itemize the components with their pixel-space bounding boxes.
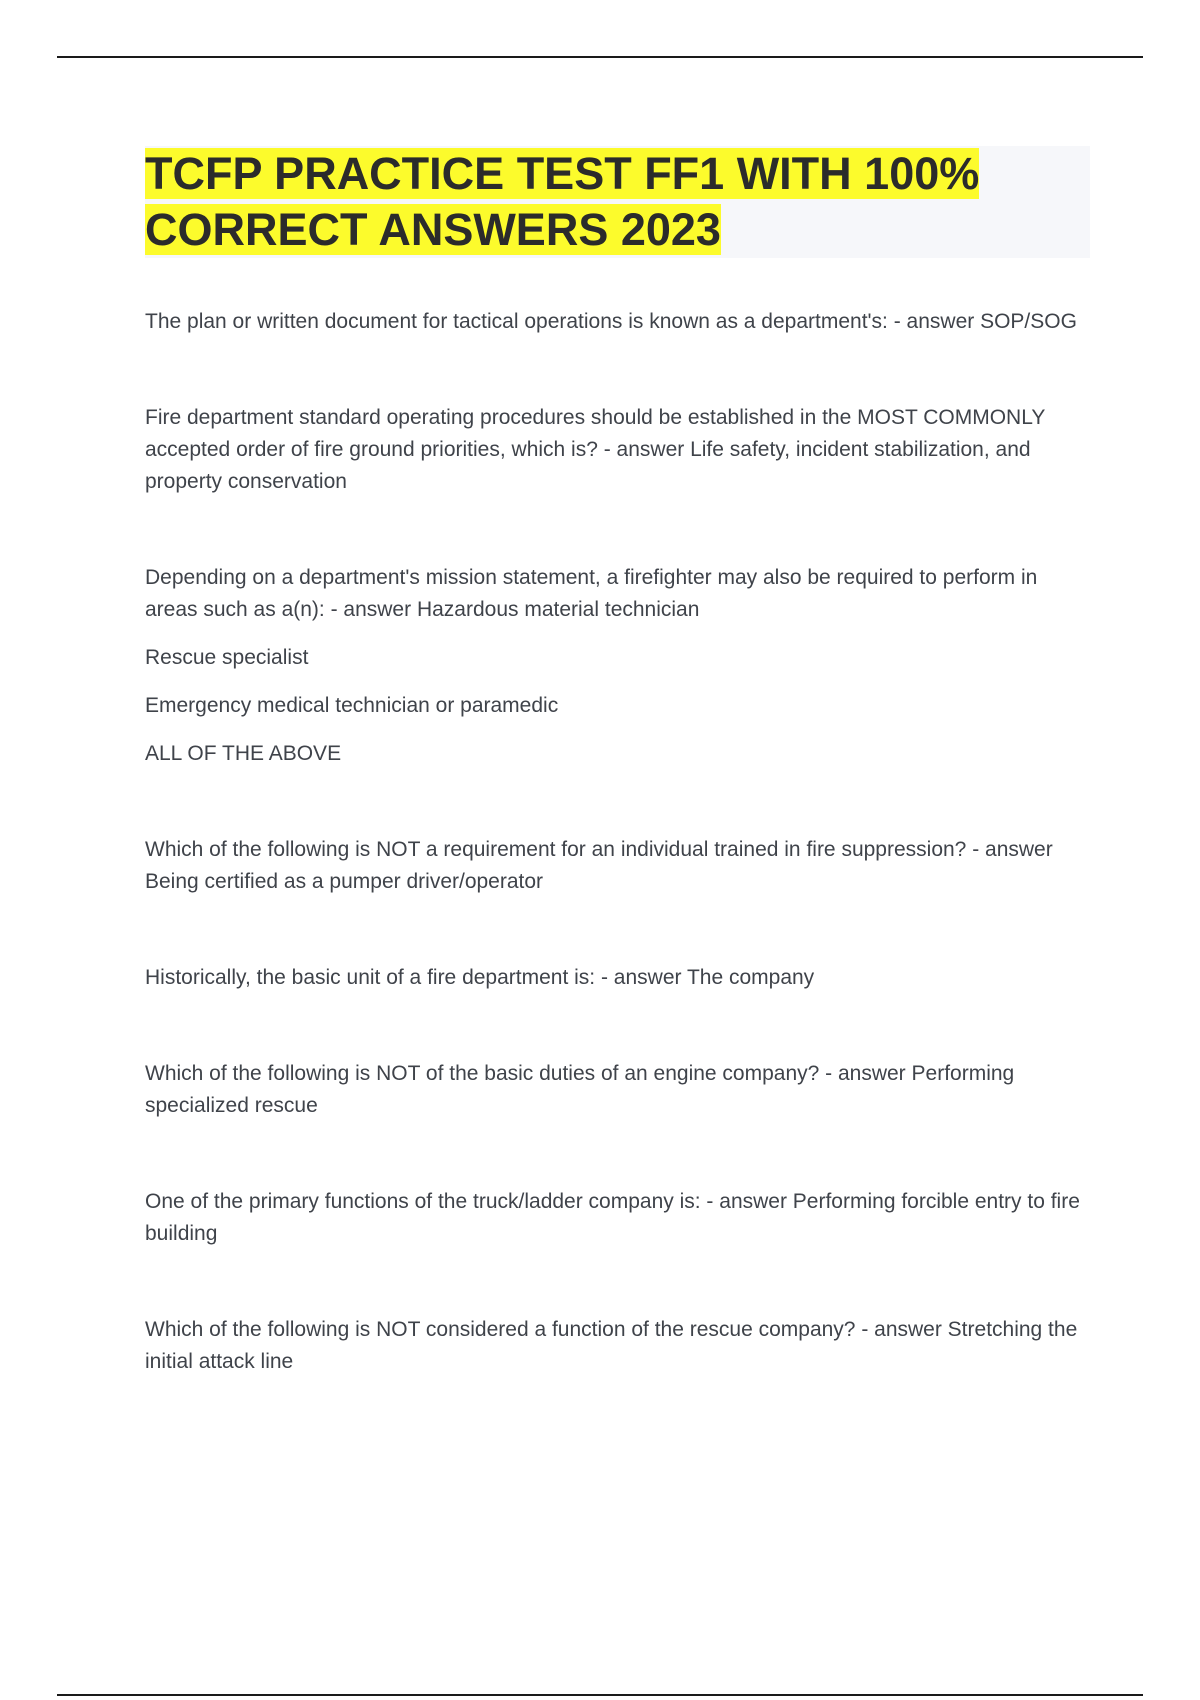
qa-text: Depending on a department's mission statement, a firefighter may also be required to perform in areas such as a(n): - answer Hazardous material technician (145, 566, 1038, 621)
qa-text: Historically, the basic unit of a fire department is: - answer The company (145, 966, 815, 989)
title-box (145, 146, 1090, 258)
header-rule (57, 56, 1143, 58)
qa-item (145, 1314, 1090, 1378)
qa-item (145, 962, 1090, 994)
qa-text: Which of the following is NOT of the basic duties of an engine company? - answer Performing specialized rescue (145, 1062, 1015, 1117)
qa-item (145, 562, 1090, 770)
qa-item (145, 402, 1090, 498)
footer-rule (57, 1694, 1143, 1696)
document-title (145, 146, 1090, 258)
qa-text: Which of the following is NOT considered a function of the rescue company? - answer Stretching the initial attack line (145, 1318, 1078, 1373)
answer-line: Emergency medical technician or paramedic (145, 694, 559, 717)
qa-text: Fire department standard operating procedures should be established in the MOST COMMONLY accepted order of fire ground priorities, which is? - answer Life safety, incident stabilization, and property conservation (145, 406, 1045, 493)
qa-text: One of the primary functions of the truck/ladder company is: - answer Performing forcible entry to fire building (145, 1190, 1080, 1245)
title-highlight: TCFP PRACTICE TEST FF1 WITH 100% CORRECT ANSWERS 2023 (145, 148, 980, 255)
qa-text: The plan or written document for tactical operations is known as a department's: - answer SOP/SOG (145, 310, 1077, 333)
answer-line: ALL OF THE ABOVE (145, 742, 342, 765)
answer-line: Rescue specialist (145, 646, 309, 669)
qa-item (145, 1186, 1090, 1250)
qa-item (145, 1058, 1090, 1122)
qa-item (145, 306, 1090, 338)
document-body (145, 146, 1090, 1442)
qa-item (145, 834, 1090, 898)
qa-text: Which of the following is NOT a requirement for an individual trained in fire suppression? - answer Being certified as a pumper driver/operator (145, 838, 1053, 893)
